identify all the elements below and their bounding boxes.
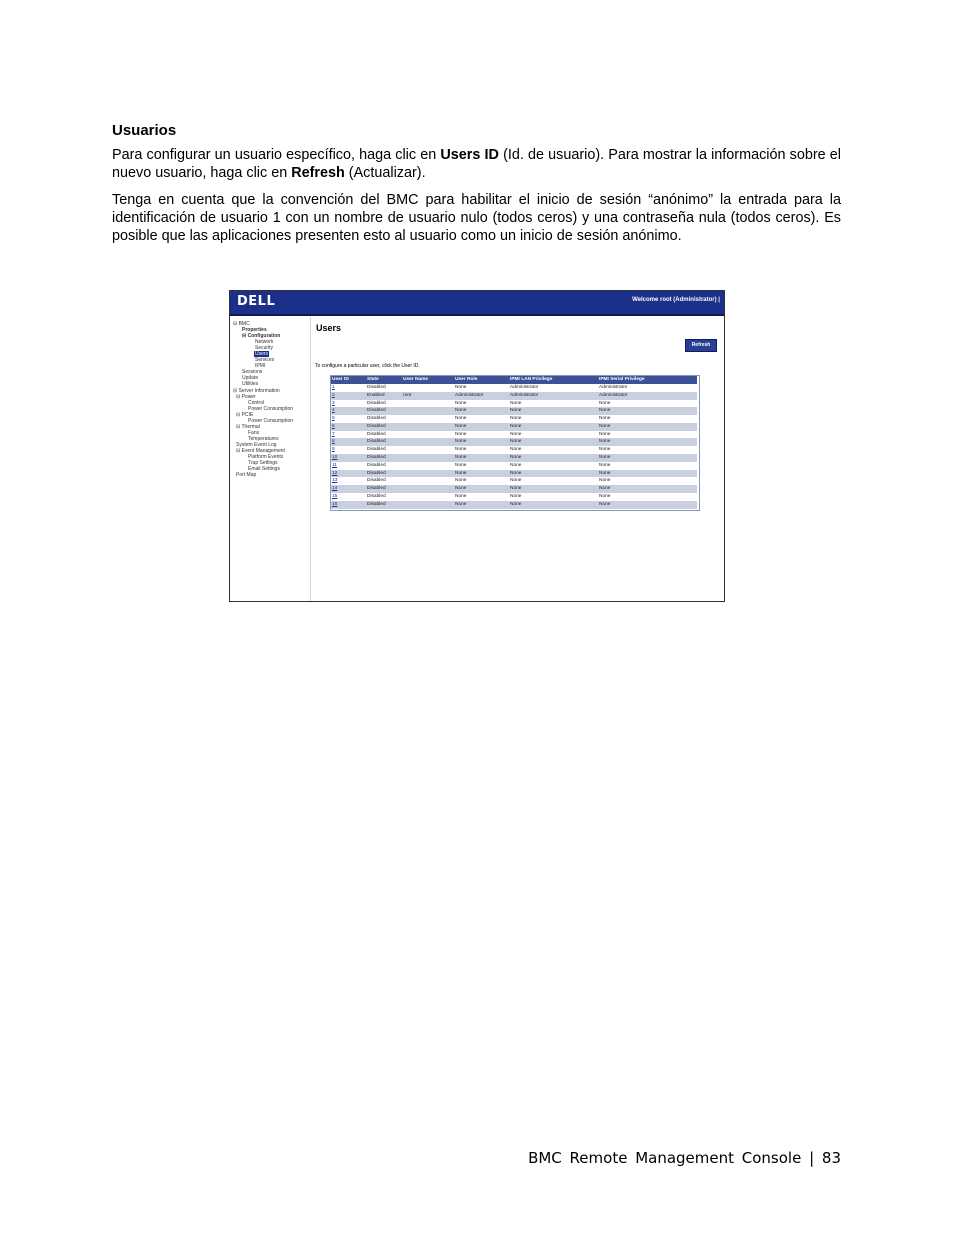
table-cell bbox=[402, 431, 454, 439]
nav-item-network[interactable]: Network bbox=[255, 339, 274, 345]
table-row bbox=[331, 400, 697, 408]
nav-tree bbox=[230, 317, 311, 601]
intro-text-2: (Id. de usuario). Para mostrar la información sobre el nuevo usuario, haga clic en bbox=[112, 147, 841, 181]
table-cell: None bbox=[454, 493, 509, 501]
user-id-link[interactable]: 12 bbox=[331, 470, 366, 478]
table-cell: None bbox=[598, 470, 697, 478]
nav-item-update[interactable]: Update bbox=[242, 375, 259, 381]
col-header-lan-privilege[interactable]: IPMI LAN Privilege bbox=[509, 376, 598, 384]
page-title: Users bbox=[316, 323, 342, 333]
table-cell: None bbox=[598, 501, 697, 509]
table-cell: Disabled bbox=[366, 423, 402, 431]
table-cell: None bbox=[454, 384, 509, 392]
user-id-link[interactable]: 2 bbox=[331, 392, 366, 400]
intro-text-3: (Actualizar). bbox=[344, 165, 426, 181]
table-header-row bbox=[331, 376, 697, 384]
table-cell bbox=[402, 423, 454, 431]
table-row bbox=[331, 423, 697, 431]
col-header-user-name[interactable]: User Name bbox=[402, 376, 454, 384]
table-cell: None bbox=[598, 415, 697, 423]
table-row bbox=[331, 446, 697, 454]
table-cell: None bbox=[598, 462, 697, 470]
col-header-user-role[interactable]: User Role bbox=[454, 376, 509, 384]
table-cell: None bbox=[454, 485, 509, 493]
user-id-link[interactable]: 15 bbox=[331, 493, 366, 501]
table-cell: Administrator bbox=[509, 392, 598, 400]
table-cell: None bbox=[509, 454, 598, 462]
nav-item-port-map[interactable]: Port Map bbox=[236, 472, 257, 478]
table-cell: None bbox=[454, 477, 509, 485]
table-row bbox=[331, 384, 697, 392]
table-cell bbox=[402, 485, 454, 493]
nav-item-system-event-log[interactable]: System Event Log bbox=[236, 442, 277, 448]
table-cell bbox=[402, 477, 454, 485]
table-cell: Disabled bbox=[366, 415, 402, 423]
table-row bbox=[331, 477, 697, 485]
nav-item-trap-settings[interactable]: Trap Settings bbox=[248, 460, 278, 466]
table-cell: None bbox=[509, 462, 598, 470]
table-cell bbox=[402, 415, 454, 423]
table-cell: None bbox=[598, 477, 697, 485]
console-header bbox=[230, 291, 724, 316]
refresh-button[interactable]: Refresh bbox=[685, 339, 717, 352]
nav-item-pcie-power-consumption[interactable]: Power Consumption bbox=[248, 418, 294, 424]
table-cell: None bbox=[598, 400, 697, 408]
table-cell: None bbox=[454, 415, 509, 423]
nav-item-power-consumption[interactable]: Power Consumption bbox=[248, 406, 294, 412]
table-cell: None bbox=[454, 470, 509, 478]
table-row bbox=[331, 431, 697, 439]
table-cell: None bbox=[454, 438, 509, 446]
table-cell: Disabled bbox=[366, 470, 402, 478]
user-id-link[interactable]: 5 bbox=[331, 415, 366, 423]
table-cell: root bbox=[402, 392, 454, 400]
table-cell: Disabled bbox=[366, 485, 402, 493]
table-cell: None bbox=[598, 454, 697, 462]
table-cell bbox=[402, 446, 454, 454]
nav-item-control[interactable]: Control bbox=[248, 400, 265, 406]
table-cell: None bbox=[509, 415, 598, 423]
nav-item-email-settings[interactable]: Email Settings bbox=[248, 466, 280, 472]
table-cell: Disabled bbox=[366, 477, 402, 485]
table-cell bbox=[402, 462, 454, 470]
table-cell: None bbox=[509, 501, 598, 509]
col-header-user-id[interactable]: User ID bbox=[331, 376, 366, 384]
table-cell: Disabled bbox=[366, 438, 402, 446]
table-cell: None bbox=[509, 438, 598, 446]
table-cell: Administrator bbox=[454, 392, 509, 400]
table-cell: Disabled bbox=[366, 454, 402, 462]
table-cell bbox=[402, 501, 454, 509]
table-cell: None bbox=[509, 485, 598, 493]
table-cell: None bbox=[454, 431, 509, 439]
table-cell: None bbox=[598, 423, 697, 431]
table-cell: Disabled bbox=[366, 493, 402, 501]
table-row bbox=[331, 493, 697, 501]
nav-item-server-information[interactable]: ⊟ Server Information bbox=[233, 388, 280, 394]
table-cell: None bbox=[454, 407, 509, 415]
instruction-text: To configure a particular user, click the User ID. bbox=[315, 363, 420, 369]
table-cell: None bbox=[509, 477, 598, 485]
table-cell: Disabled bbox=[366, 462, 402, 470]
table-cell: None bbox=[509, 431, 598, 439]
table-cell: None bbox=[598, 485, 697, 493]
user-id-link[interactable]: 7 bbox=[331, 431, 366, 439]
table-cell bbox=[402, 400, 454, 408]
table-cell: None bbox=[454, 454, 509, 462]
table-row bbox=[331, 392, 697, 400]
user-id-link[interactable]: 14 bbox=[331, 485, 366, 493]
table-cell: Disabled bbox=[366, 407, 402, 415]
table-cell bbox=[402, 454, 454, 462]
nav-item-users[interactable]: Users bbox=[255, 351, 269, 357]
nav-item-properties[interactable]: Properties bbox=[242, 327, 267, 333]
table-cell bbox=[402, 407, 454, 415]
nav-item-fans[interactable]: Fans bbox=[248, 430, 260, 436]
table-cell: Administrator bbox=[598, 392, 697, 400]
table-cell bbox=[402, 470, 454, 478]
table-cell: None bbox=[454, 400, 509, 408]
table-cell: None bbox=[454, 462, 509, 470]
table-cell: None bbox=[598, 446, 697, 454]
table-cell: None bbox=[598, 431, 697, 439]
table-row bbox=[331, 438, 697, 446]
table-row bbox=[331, 407, 697, 415]
table-cell: None bbox=[509, 407, 598, 415]
table-cell bbox=[402, 438, 454, 446]
user-id-link[interactable]: 8 bbox=[331, 438, 366, 446]
table-cell: None bbox=[454, 423, 509, 431]
intro-text-1: Para configurar un usuario específico, haga clic en bbox=[112, 147, 441, 163]
table-cell: None bbox=[598, 438, 697, 446]
table-cell: Administrator bbox=[509, 384, 598, 392]
note-paragraph: Tenga en cuenta que la convención del BMC para habilitar el inicio de sesión “anónimo” la entrada para la identificación de usuario 1 con un nombre de usuario nulo (todos ceros) y una contraseña nula (todos ceros). Es posible que las aplicaciones presenten esto al usuario como un inicio de sesión anónimo. bbox=[112, 192, 841, 244]
table-cell: None bbox=[509, 446, 598, 454]
nav-item-bmc[interactable]: ⊟ BMC bbox=[233, 321, 250, 327]
nav-item-platform-events[interactable]: Platform Events bbox=[248, 454, 284, 460]
nav-item-power[interactable]: ⊟ Power bbox=[236, 394, 256, 400]
nav-item-sessions[interactable]: Sessions bbox=[242, 369, 263, 375]
table-cell: None bbox=[509, 493, 598, 501]
section-heading: Usuarios bbox=[112, 122, 177, 139]
nav-item-ipmi[interactable]: IPMI bbox=[255, 363, 266, 369]
nav-item-pcie[interactable]: ⊟ PCIE bbox=[236, 412, 254, 418]
table-cell: Disabled bbox=[366, 431, 402, 439]
table-cell: Disabled bbox=[366, 446, 402, 454]
table-row bbox=[331, 454, 697, 462]
table-cell: None bbox=[598, 407, 697, 415]
table-row bbox=[331, 501, 697, 509]
users-table bbox=[331, 376, 697, 509]
intro-paragraph bbox=[112, 146, 841, 182]
user-id-link[interactable]: 10 bbox=[331, 454, 366, 462]
table-row bbox=[331, 485, 697, 493]
user-id-link[interactable]: 9 bbox=[331, 446, 366, 454]
user-id-link[interactable]: 11 bbox=[331, 462, 366, 470]
user-id-link[interactable]: 13 bbox=[331, 477, 366, 485]
table-cell: None bbox=[509, 400, 598, 408]
table-cell bbox=[402, 493, 454, 501]
col-header-serial-privilege[interactable]: IPMI Serial Privilege bbox=[598, 376, 697, 384]
page-footer: BMC Remote Management Console | 83 bbox=[528, 1149, 841, 1167]
nav-item-temperatures[interactable]: Temperatures bbox=[248, 436, 279, 442]
nav-item-security[interactable]: Security bbox=[255, 345, 274, 351]
table-row bbox=[331, 470, 697, 478]
table-cell: None bbox=[454, 446, 509, 454]
table-cell: None bbox=[509, 423, 598, 431]
table-cell bbox=[402, 384, 454, 392]
nav-item-configuration[interactable]: ⊟ Configuration bbox=[242, 333, 281, 339]
table-cell: None bbox=[509, 470, 598, 478]
table-row bbox=[331, 415, 697, 423]
user-id-link[interactable]: 4 bbox=[331, 407, 366, 415]
user-id-link[interactable]: 6 bbox=[331, 423, 366, 431]
dell-logo: DELL bbox=[237, 294, 276, 309]
table-cell: Disabled bbox=[366, 384, 402, 392]
user-id-link[interactable]: 1 bbox=[331, 384, 366, 392]
table-cell: None bbox=[598, 493, 697, 501]
table-cell: Disabled bbox=[366, 400, 402, 408]
users-screenshot bbox=[229, 290, 725, 602]
col-header-state[interactable]: State bbox=[366, 376, 402, 384]
nav-item-utilities[interactable]: Utilities bbox=[242, 381, 259, 387]
nav-item-services[interactable]: Services bbox=[255, 357, 275, 363]
table-cell: Administrator bbox=[598, 384, 697, 392]
users-id-term: Users ID bbox=[440, 147, 499, 163]
nav-item-event-management[interactable]: ⊟ Event Management bbox=[236, 448, 285, 454]
welcome-text: Welcome root (Administrator) | bbox=[632, 297, 720, 303]
refresh-term: Refresh bbox=[291, 165, 345, 181]
table-cell: Disabled bbox=[366, 501, 402, 509]
user-id-link[interactable]: 3 bbox=[331, 400, 366, 408]
nav-item-thermal[interactable]: ⊟ Thermal bbox=[236, 424, 260, 430]
user-id-link[interactable]: 16 bbox=[331, 501, 366, 509]
table-cell: Enabled bbox=[366, 392, 402, 400]
table-row bbox=[331, 462, 697, 470]
table-cell: None bbox=[454, 501, 509, 509]
